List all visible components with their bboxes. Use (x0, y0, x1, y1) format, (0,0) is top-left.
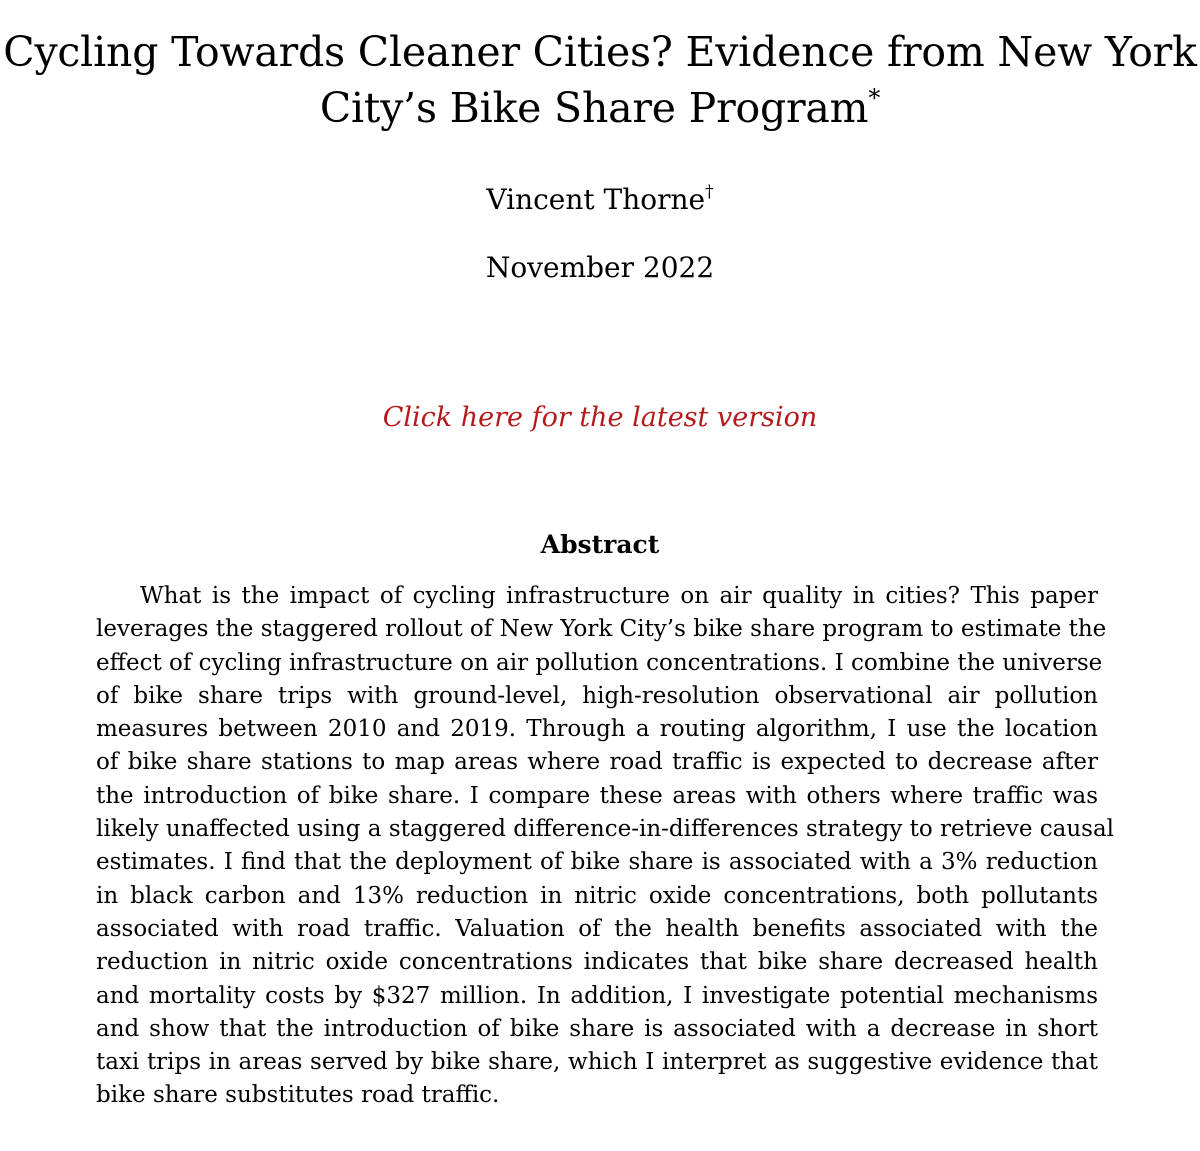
paper-title-line-1: Cycling Towards Cleaner Cities? Evidence from New York (3, 28, 1197, 76)
abstract-line: in black carbon and 13% reduction in nitric oxide concentrations, both pollutants (96, 882, 1098, 909)
abstract-line: of bike share trips with ground-level, high-resolution observational air pollution (96, 682, 1098, 709)
author-name: Vincent Thorne (486, 183, 706, 216)
abstract-line: effect of cycling infrastructure on air pollution concentrations. I combine the universe (96, 649, 1103, 676)
author-footnote-mark: † (705, 182, 714, 202)
abstract-line: likely unaffected using a staggered difference-in-differences strategy to retrieve causal (96, 816, 1115, 843)
abstract-line: the introduction of bike share. I compare these areas with others where traffic was (96, 782, 1098, 809)
abstract-line: and mortality costs by $327 million. In addition, I investigate potential mechanisms (96, 982, 1098, 1009)
author-line (0, 180, 1200, 224)
abstract-line: What is the impact of cycling infrastructure on air quality in cities? This paper (140, 583, 1098, 609)
abstract-line: bike share substitutes road traffic. (96, 1082, 500, 1109)
paper-title-line-2-text: City’s Bike Share Program (319, 84, 869, 132)
abstract-line: of bike share stations to map areas where road traffic is expected to decrease after (96, 749, 1098, 776)
paper-title-line-2 (0, 80, 1200, 142)
abstract-line: taxi trips in areas served by bike share, which I interpret as suggestive evidence that (96, 1049, 1098, 1076)
paper-title (0, 24, 1200, 142)
abstract-line: leverages the staggered rollout of New York City’s bike share program to estimate the (96, 616, 1107, 643)
paper-date: November 2022 (485, 251, 715, 284)
latest-version-link[interactable]: Click here for the latest version (382, 402, 818, 433)
abstract-line: estimates. I find that the deployment of bike share is associated with a 3% reduction (96, 849, 1098, 876)
abstract-line: reduction in nitric oxide concentrations indicates that bike share decreased health (96, 949, 1098, 976)
title-footnote-mark: * (868, 84, 881, 112)
abstract-heading: Abstract (540, 530, 660, 559)
abstract-line: and show that the introduction of bike share is associated with a decrease in short (96, 1015, 1098, 1042)
abstract-body (96, 580, 1115, 1113)
abstract-line: measures between 2010 and 2019. Through a routing algorithm, I use the location (96, 716, 1098, 743)
abstract-line: associated with road traffic. Valuation of the health benefits associated with the (96, 915, 1098, 942)
